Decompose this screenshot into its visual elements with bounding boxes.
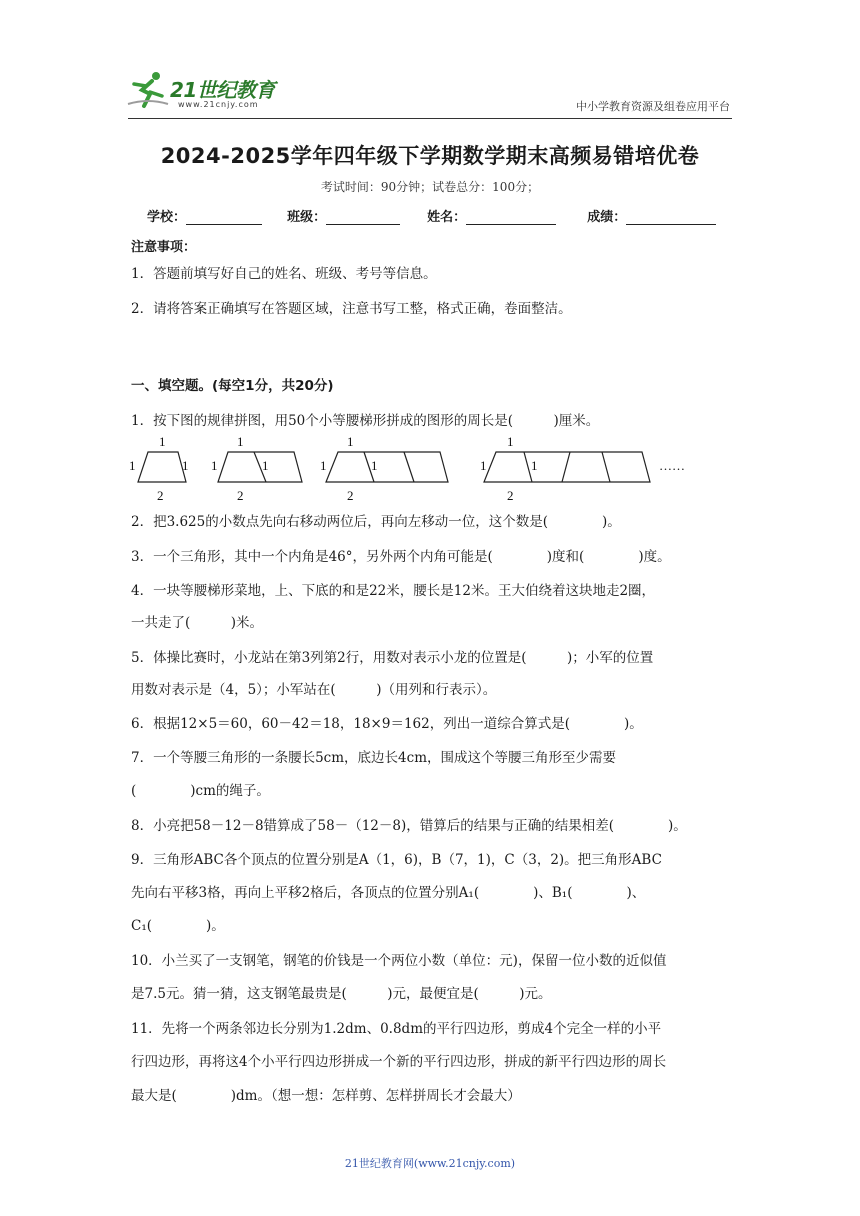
- fig-bottom-label: 2: [507, 488, 514, 503]
- question-10-cont: 是7.5元。猜一猜，这支钢笔最贵是( )元，最便宜是( )元。: [131, 986, 552, 1002]
- question-5: 5．体操比赛时，小龙站在第3列第2行，用数对表示小龙的位置是( )；小军的位置: [131, 650, 654, 666]
- platform-label: 中小学教育资源及组卷应用平台: [576, 100, 730, 113]
- header-divider: [128, 118, 732, 119]
- fig-top-label: 1: [237, 434, 244, 449]
- fig-side-label: 1: [211, 458, 218, 473]
- fig-side-label: 1: [182, 458, 189, 473]
- fig-side-label: 1: [480, 458, 487, 473]
- school-blank[interactable]: [186, 210, 262, 225]
- fig-side-label: 1: [262, 458, 269, 473]
- question-6: 6．根据12×5＝60，60－42＝18，18×9＝162，列出一道综合算式是( )。: [131, 716, 643, 732]
- question-5-cont: 用数对表示是（4，5）；小军站在( )（用列和行表示）。: [131, 682, 497, 698]
- class-blank[interactable]: [326, 210, 400, 225]
- notice-item: 1．答题前填写好自己的姓名、班级、考号等信息。: [131, 266, 437, 282]
- fig-side-label: 1: [371, 458, 378, 473]
- class-label: 班级：: [287, 210, 327, 225]
- question-3: 3．一个三角形，其中一个内角是46°，另外两个内角可能是( )度和( )度。: [131, 549, 671, 565]
- fig-side-label: 1: [531, 458, 538, 473]
- fig-ellipsis: ……: [659, 458, 685, 473]
- footer-link[interactable]: 21世纪教育网(www.21cnjy.com): [344, 1157, 516, 1170]
- score-label: 成绩：: [587, 210, 627, 225]
- question-10: 10．小兰买了一支钢笔，钢笔的价钱是一个两位小数（单位：元)，保留一位小数的近似值: [131, 953, 667, 969]
- notice-heading: 注意事项：: [131, 240, 197, 255]
- fig-top-label: 1: [507, 434, 514, 449]
- notice-item: 2．请将答案正确填写在答题区域，注意书写工整，格式正确，卷面整洁。: [131, 301, 572, 317]
- runner-logo-icon: [126, 70, 170, 110]
- name-label: 姓名：: [427, 210, 467, 225]
- exam-subtitle: 考试时间：90分钟；试卷总分：100分；: [320, 180, 540, 194]
- question-4-cont: 一共走了( )米。: [131, 615, 264, 631]
- page-title: 2024-2025学年四年级下学期数学期末高频易错培优卷: [160, 144, 700, 168]
- trapezoid-pattern-figure: [126, 432, 706, 504]
- question-4: 4．一块等腰梯形菜地，上、下底的和是22米，腰长是12米。王大伯绕着这块地走2圈，: [131, 583, 656, 599]
- logo-url: www.21cnjy.com: [178, 100, 259, 109]
- section-heading: 一、填空题。(每空1分，共20分): [131, 378, 334, 394]
- logo-text: 21世纪教育: [170, 78, 275, 102]
- fig-bottom-label: 2: [157, 488, 164, 503]
- fig-side-label: 1: [129, 458, 136, 473]
- question-11-cont: 行四边形，再将这4个小平行四边形拼成一个新的平行四边形，拼成的新平行四边形的周长: [131, 1054, 667, 1070]
- question-1: 1．按下图的规律拼图，用50个小等腰梯形拼成的图形的周长是( )厘米。: [131, 413, 600, 429]
- student-info-row: [147, 206, 716, 225]
- question-9-cont: C₁( )。: [131, 918, 225, 934]
- question-9-cont: 先向右平移3格，再向上平移2格后，各顶点的位置分别A₁( )、B₁( )、: [131, 885, 646, 901]
- fig-top-label: 1: [159, 434, 166, 449]
- question-9: 9．三角形ABC各个顶点的位置分别是A（1，6)，B（7，1)，C（3，2)。把三角形ABC: [131, 852, 662, 868]
- question-2: 2．把3.625的小数点先向右移动两位后，再向左移动一位，这个数是( )。: [131, 514, 621, 530]
- logo: [126, 70, 296, 114]
- question-7-cont: ( )cm的绳子。: [131, 783, 270, 799]
- name-blank[interactable]: [466, 210, 556, 225]
- school-label: 学校：: [147, 210, 187, 225]
- question-11-cont: 最大是( )dm。（想一想：怎样剪、怎样拼周长才会最大）: [131, 1088, 521, 1104]
- question-8: 8．小亮把58－12－8错算成了58－（12－8)，错算后的结果与正确的结果相差( )。: [131, 818, 687, 834]
- question-7: 7．一个等腰三角形的一条腰长5cm，底边长4cm，围成这个等腰三角形至少需要: [131, 750, 616, 766]
- fig-bottom-label: 2: [347, 488, 354, 503]
- fig-side-label: 1: [320, 458, 327, 473]
- fig-top-label: 1: [347, 434, 354, 449]
- fig-bottom-label: 2: [237, 488, 244, 503]
- score-blank[interactable]: [626, 210, 716, 225]
- question-11: 11．先将一个两条邻边长分别为1.2dm、0.8dm的平行四边形，剪成4个完全一样的小平: [131, 1021, 662, 1037]
